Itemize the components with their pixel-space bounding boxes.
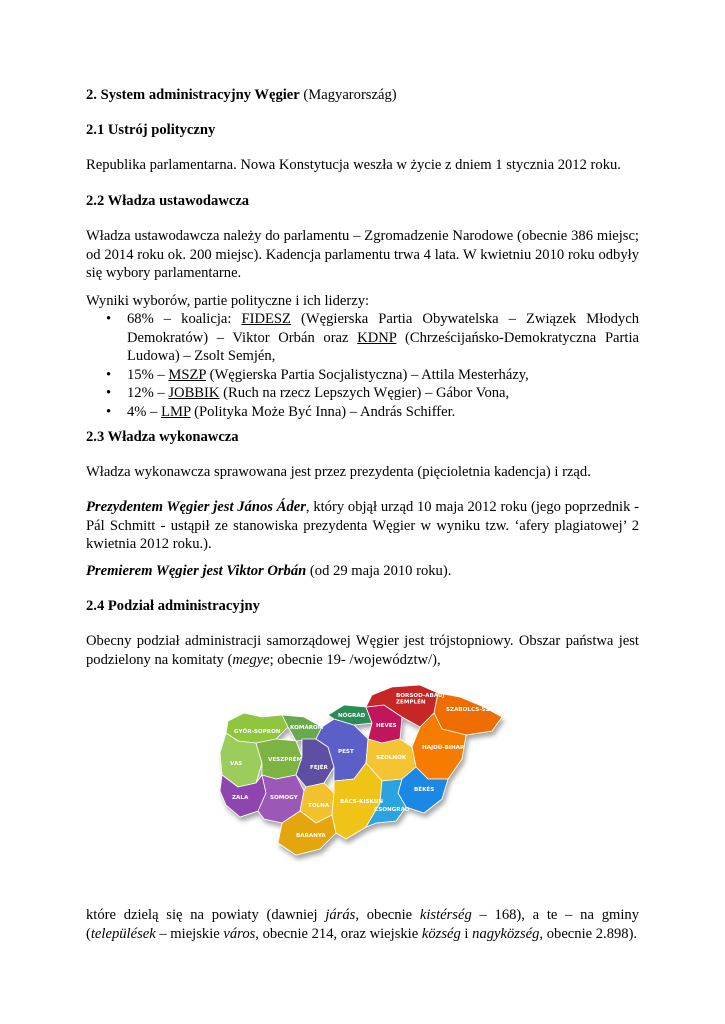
paragraph-executive: Władza wykonawcza sprawowana jest przez prezydenta (pięcioletnia kadencja) i rząd. <box>86 464 591 480</box>
party-link-lmp[interactable]: LMP <box>161 403 191 420</box>
section-heading: 2. System administracyjny Węgier (Magyarország) <box>86 87 397 103</box>
county-label: BÁCS-KISKUN <box>340 799 384 805</box>
county-label: SOMOGY <box>270 795 298 801</box>
county-szabolcs <box>434 693 502 735</box>
county-label: BORSOD-ABAÚJ ZEMPLÉN <box>396 693 445 706</box>
county-label: VESZPRÉM <box>268 757 303 763</box>
county-label: TOLNA <box>308 803 330 809</box>
party-link-kdnp[interactable]: KDNP <box>357 329 397 346</box>
paragraph-legislature: Władza ustawodawcza należy do parlamentu – Zgromadzenie Narodowe (obecnie 386 miejsc; od 2014 roku ok. 200 miejsc). Kadencja parlamentu trwa 4 lata. W kwietniu 2010 roku odbyły się wybory parlamentarne. <box>86 228 639 281</box>
heading-2-1: 2.1 Ustrój polityczny <box>86 122 216 138</box>
county-label: PEST <box>338 749 354 755</box>
paragraph-president: Prezydentem Węgier jest János Áder, który objął urząd 10 maja 2012 roku (jego poprzednik - Pál Schmitt - ustąpił ze stanowiska prezydenta Węgier w wyniku tzw. ‘afery plagiatowej’ 2 kwietnia 2012 roku.). <box>86 499 639 552</box>
county-label: BÉKÉS <box>414 787 435 793</box>
county-label: HAJDÚ-BIHAR <box>422 745 465 751</box>
county-label: FEJÉR <box>310 765 328 771</box>
county-label: NÓGRÁD <box>338 713 366 719</box>
list-item: • 12% – JOBBIK (Ruch na rzecz Lepszych Węgier) – Gábor Vona, <box>106 385 510 401</box>
party-link-fidesz[interactable]: FIDESZ <box>241 311 291 327</box>
heading-2-3: 2.3 Władza wykonawcza <box>86 429 239 445</box>
hungary-county-map <box>216 683 512 863</box>
county-label: HEVES <box>376 723 397 729</box>
bullet-icon: • <box>106 403 112 420</box>
county-label: SZOLNOK <box>376 755 407 761</box>
election-results-list <box>86 310 639 421</box>
party-link-mszp[interactable]: MSZP <box>168 366 206 383</box>
county-gyor-sopron <box>226 713 288 743</box>
county-label: CSONGRÁD <box>374 807 410 813</box>
paragraph-premier: Premierem Węgier jest Viktor Orbán (od 29 maja 2010 roku). <box>86 563 452 579</box>
heading-2-2: 2.2 Władza ustawodawcza <box>86 193 250 209</box>
bullet-icon: • <box>106 385 112 401</box>
list-item: • 68% – koalicja: FIDESZ (Węgierska Partia Obywatelska – Związek Młodych Demokratów) – Viktor Orbán oraz KDNP (Chrześcijańsko-Demokratyczna Partia Ludowa) – Zsolt Semjén, <box>106 311 639 364</box>
party-link-jobbik[interactable]: JOBBIK <box>168 385 220 401</box>
county-label: SZABOLCS-SZATMÁR <box>446 707 512 713</box>
county-label: KOMÁROM <box>290 725 324 731</box>
bullet-icon: • <box>106 366 112 383</box>
paragraph-constitution: Republika parlamentarna. Nowa Konstytucja weszła w życie z dniem 1 stycznia 2012 roku. <box>86 157 621 173</box>
county-label: ZALA <box>232 795 249 801</box>
county-label: GYŐR-SOPRON <box>234 729 281 735</box>
list-item: • 4% – LMP (Polityka Może Być Inna) – András Schiffer. <box>106 403 456 420</box>
paragraph-admin-division: Obecny podział administracji samorządowej Węgier jest trójstopniowy. Obszar państwa jest podzielony na komitaty (megye; obecnie 19- /województw/), <box>86 633 639 668</box>
heading-2-4: 2.4 Podział administracyjny <box>86 598 260 614</box>
county-label: VAS <box>230 761 243 767</box>
paragraph-subdivisions: które dzielą się na powiaty (dawniej járás, obecnie kistérség – 168), a te – na gminy (települések – miejskie város, obecnie 214, oraz wiejskie község i nagyközség, obecnie 2.898). <box>86 907 639 942</box>
results-intro: Wyniki wyborów, partie polityczne i ich liderzy: <box>86 293 370 309</box>
bullet-icon: • <box>106 311 112 327</box>
county-label: BARANYA <box>296 833 326 839</box>
list-item: • 15% – MSZP (Węgierska Partia Socjalistyczna) – Attila Mesterházy, <box>106 366 529 383</box>
